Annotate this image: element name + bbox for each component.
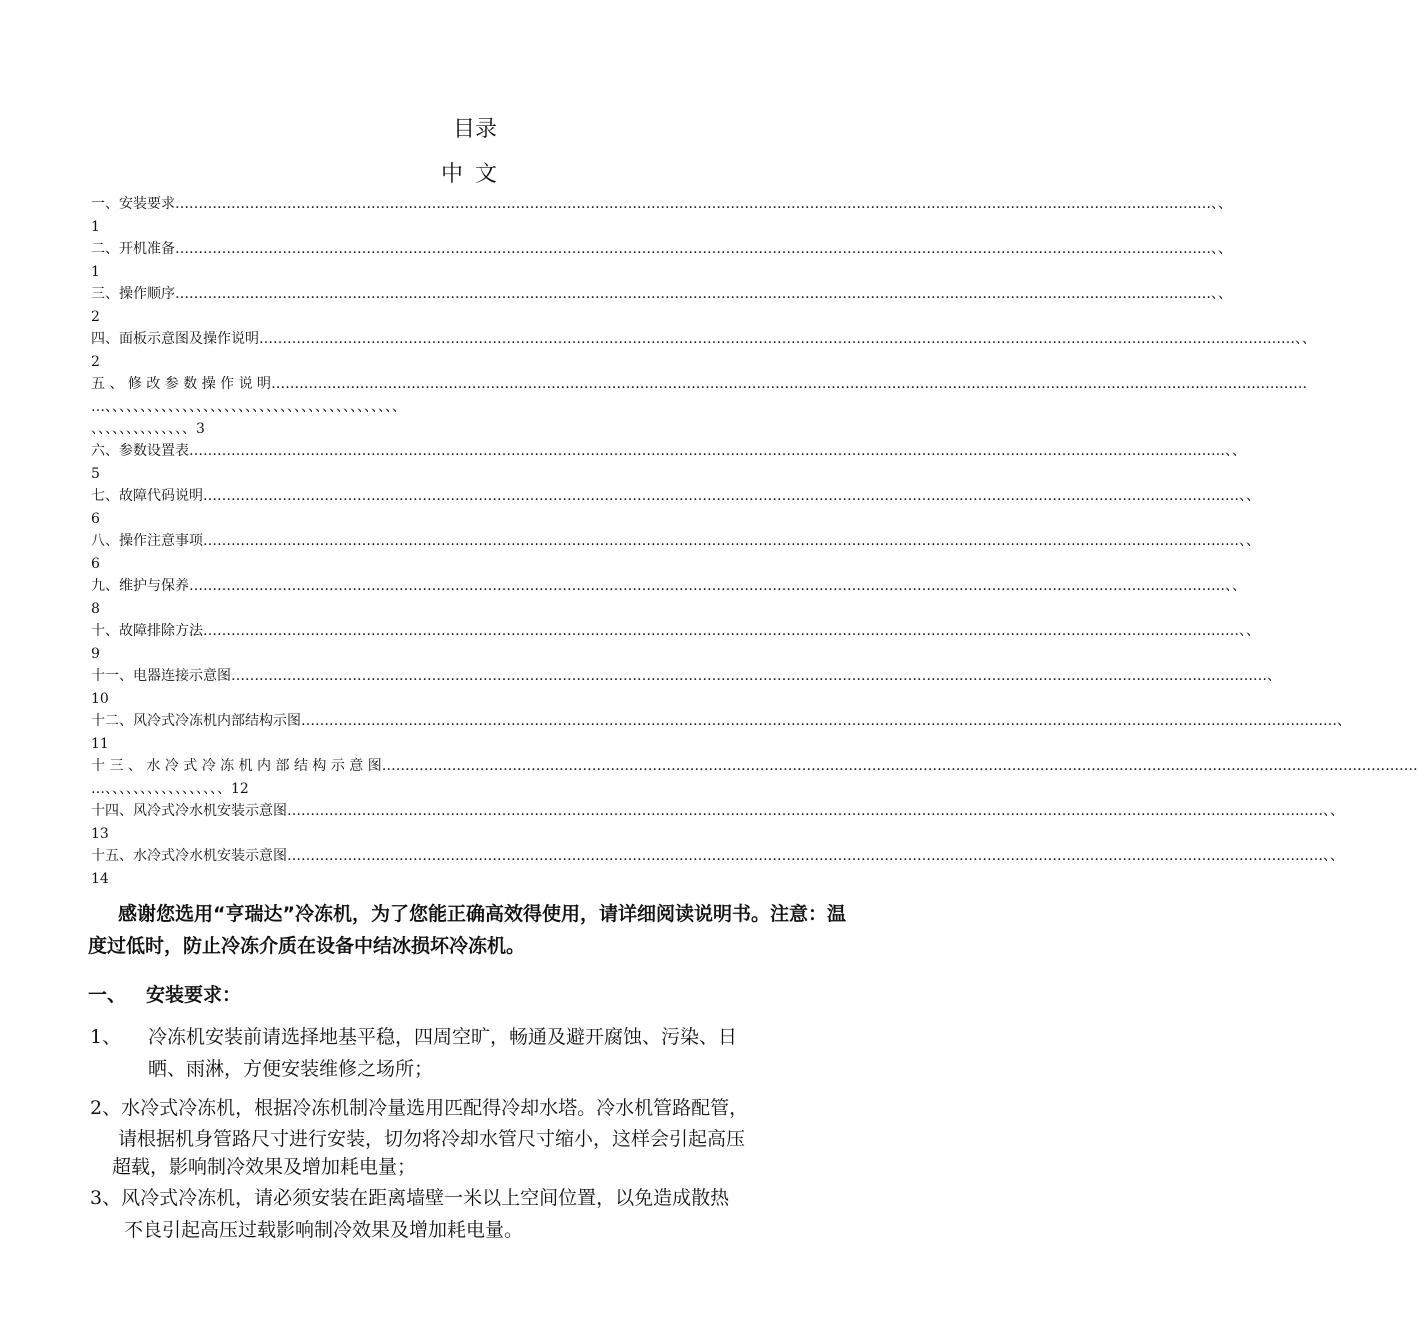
toc-entry[interactable] <box>91 238 1232 283</box>
toc-page-number: 8 <box>91 601 100 617</box>
toc-leader-end: 、、 <box>1211 241 1232 257</box>
item-text-line: 超载，影响制冷效果及增加耗电量； <box>112 1156 417 1178</box>
toc-leader: …………………………………………………………………………………………………………………………………………………………………………………………………… <box>175 241 1211 257</box>
toc-entry[interactable] <box>91 800 1344 845</box>
toc-line <box>91 755 1418 778</box>
section-number: 一、 <box>88 984 127 1006</box>
toc-line <box>91 665 1281 688</box>
toc-page-number: 10 <box>91 691 109 707</box>
toc-line <box>91 575 1246 598</box>
toc-page-number: 2 <box>91 354 100 370</box>
toc-page-number: 14 <box>91 871 109 887</box>
toc-leader: …………………………………………………………………………………………………………………………………………………………………………………………………… <box>175 196 1211 212</box>
toc-leader-end: 、、 <box>1225 578 1246 594</box>
toc-leader-end: 、 <box>1337 713 1351 729</box>
item-text-line: 晒、雨淋，方便安装维修之场所； <box>148 1058 434 1080</box>
toc-label: 十一、电器连接示意图 <box>91 668 231 684</box>
toc-page-number: 5 <box>91 466 100 482</box>
toc-page-number: 1 <box>91 219 100 235</box>
toc-title: 目录 <box>452 117 497 142</box>
toc-label: 十四、风冷式冷水机安装示意图 <box>91 803 287 819</box>
toc-line <box>91 283 1232 306</box>
toc-continuation: 、、、、、、、、、、、、、、3 <box>91 421 205 437</box>
toc-label: 七、故障代码说明 <box>91 488 203 504</box>
list-item <box>90 1021 875 1085</box>
toc-leader-end: 、 <box>1267 668 1281 684</box>
toc-label: 三、操作顺序 <box>91 286 175 302</box>
toc-leader: …………………………………………………………………………………………………………………………………………………………………………………………………… <box>231 668 1267 684</box>
toc-leader: …………………………………………………………………………………………………………………………………………………………………………………………………… <box>271 376 1308 392</box>
toc-leader: …………………………………………………………………………………………………………………………………………………………………………………………………… <box>259 331 1295 347</box>
toc-line <box>91 238 1232 261</box>
toc-leader: …………………………………………………………………………………………………………………………………………………………………………………………………… <box>287 848 1323 864</box>
section-title: 安装要求： <box>146 984 242 1006</box>
table-of-contents <box>91 193 1418 890</box>
toc-entry[interactable] <box>91 328 1316 373</box>
toc-leader: …………………………………………………………………………………………………………………………………………………………………………………………………… <box>175 286 1211 302</box>
item-text-line: 风冷式冷冻机，请必须安装在距离墙壁一米以上空间位置，以免造成散热 <box>121 1187 730 1209</box>
toc-leader: …………………………………………………………………………………………………………………………………………………………………………………………………… <box>301 713 1337 729</box>
toc-page-number: 6 <box>91 556 100 572</box>
toc-leader: …………………………………………………………………………………………………………………………………………………………………………………………………… <box>203 488 1239 504</box>
toc-page-number: 11 <box>91 736 109 752</box>
toc-leader: …………………………………………………………………………………………………………………………………………………………………………………………………… <box>203 623 1239 639</box>
toc-page-number: 13 <box>91 826 109 842</box>
toc-leader: …………………………………………………………………………………………………………………………………………………………………………………………………… <box>381 758 1418 774</box>
item-text-line: 冷冻机安装前请选择地基平稳，四周空旷，畅通及避开腐蚀、污染、日 <box>148 1026 738 1048</box>
toc-line <box>91 710 1351 733</box>
toc-continuation: …、、、、、、、、、、、、、、、、、12 <box>91 781 249 797</box>
item-number: 3、 <box>90 1187 122 1209</box>
toc-label: 五 、 修 改 参 数 操 作 说 明 <box>91 376 272 392</box>
toc-line <box>91 530 1260 553</box>
toc-leader-end: 、、 <box>1239 533 1260 549</box>
toc-leader-end: 、、 <box>1323 803 1344 819</box>
toc-line <box>91 328 1316 351</box>
toc-entry[interactable] <box>91 485 1260 530</box>
toc-entry[interactable] <box>91 575 1246 620</box>
toc-entry[interactable] <box>91 665 1281 710</box>
toc-entry[interactable] <box>91 440 1246 485</box>
toc-label: 八、操作注意事项 <box>91 533 203 549</box>
toc-line <box>91 485 1260 508</box>
toc-leader-end: 、、 <box>1239 623 1260 639</box>
item-number: 1、 <box>90 1026 122 1048</box>
toc-entry[interactable] <box>91 755 1418 800</box>
toc-label: 十五、水冷式冷水机安装示意图 <box>91 848 287 864</box>
toc-entry[interactable] <box>91 845 1344 890</box>
item-text-line: 请根据机身管路尺寸进行安装，切勿将冷却水管尺寸缩小，这样会引起高压 <box>118 1128 746 1150</box>
toc-line <box>91 620 1260 643</box>
toc-leader-end: 、、 <box>1239 488 1260 504</box>
toc-entry[interactable] <box>91 193 1232 238</box>
toc-line <box>91 373 1308 396</box>
toc-line <box>91 193 1232 216</box>
toc-label: 九、维护与保养 <box>91 578 189 594</box>
toc-label: 四、面板示意图及操作说明 <box>91 331 259 347</box>
toc-line <box>91 440 1246 463</box>
toc-leader-end: 、、 <box>1211 196 1232 212</box>
toc-label: 六、参数设置表 <box>91 443 189 459</box>
list-item <box>90 1092 875 1180</box>
toc-leader: …………………………………………………………………………………………………………………………………………………………………………………………………… <box>189 578 1225 594</box>
item-text-line: 不良引起高压过载影响制冷效果及增加耗电量。 <box>124 1219 524 1241</box>
toc-leader-end: 、、 <box>1211 286 1232 302</box>
toc-label: 二、开机准备 <box>91 241 175 257</box>
toc-page-number: 6 <box>91 511 100 527</box>
toc-line <box>91 845 1344 868</box>
toc-entry[interactable] <box>91 620 1260 665</box>
toc-entry[interactable] <box>91 530 1260 575</box>
item-number: 2、 <box>90 1097 122 1119</box>
toc-label: 十二、风冷式冷冻机内部结构示图 <box>91 713 301 729</box>
toc-page-number: 2 <box>91 309 100 325</box>
intro-paragraph: 感谢您选用“亨瑞达”冷冻机，为了您能正确高效得使用，请详细阅读说明书。注意：温度过低时，防止冷冻介质在设备中结冰损坏冷冻机。 <box>88 903 846 957</box>
section-heading <box>88 980 241 1007</box>
toc-entry[interactable] <box>91 710 1351 755</box>
toc-line <box>91 800 1344 823</box>
toc-entry[interactable] <box>91 373 1308 440</box>
toc-label: 十 三 、 水 冷 式 冷 冻 机 内 部 结 构 示 意 图 <box>91 758 382 774</box>
toc-leader-end: 、、 <box>1295 331 1316 347</box>
toc-subtitle: 中文 <box>440 162 509 187</box>
toc-label: 十、故障排除方法 <box>91 623 203 639</box>
toc-page-number: 1 <box>91 264 100 280</box>
list-item <box>90 1182 875 1246</box>
toc-leader: …………………………………………………………………………………………………………………………………………………………………………………………………… <box>203 533 1239 549</box>
toc-leader: …………………………………………………………………………………………………………………………………………………………………………………………………… <box>189 443 1225 459</box>
toc-page-number: 9 <box>91 646 100 662</box>
toc-continuation: …、、、、、、、、、、、、、、、、、、、、、、、、、、、、、、、、、、、、、、、、、、 <box>91 399 406 415</box>
toc-leader-end: 、、 <box>1323 848 1344 864</box>
toc-label: 一、安装要求 <box>91 196 175 212</box>
item-text-line: 水冷式冷冻机，根据冷冻机制冷量选用匹配得冷却水塔。冷水机管路配管， <box>121 1097 749 1119</box>
toc-entry[interactable] <box>91 283 1232 328</box>
toc-leader-end: 、、 <box>1225 443 1246 459</box>
toc-leader: …………………………………………………………………………………………………………………………………………………………………………………………………… <box>287 803 1323 819</box>
